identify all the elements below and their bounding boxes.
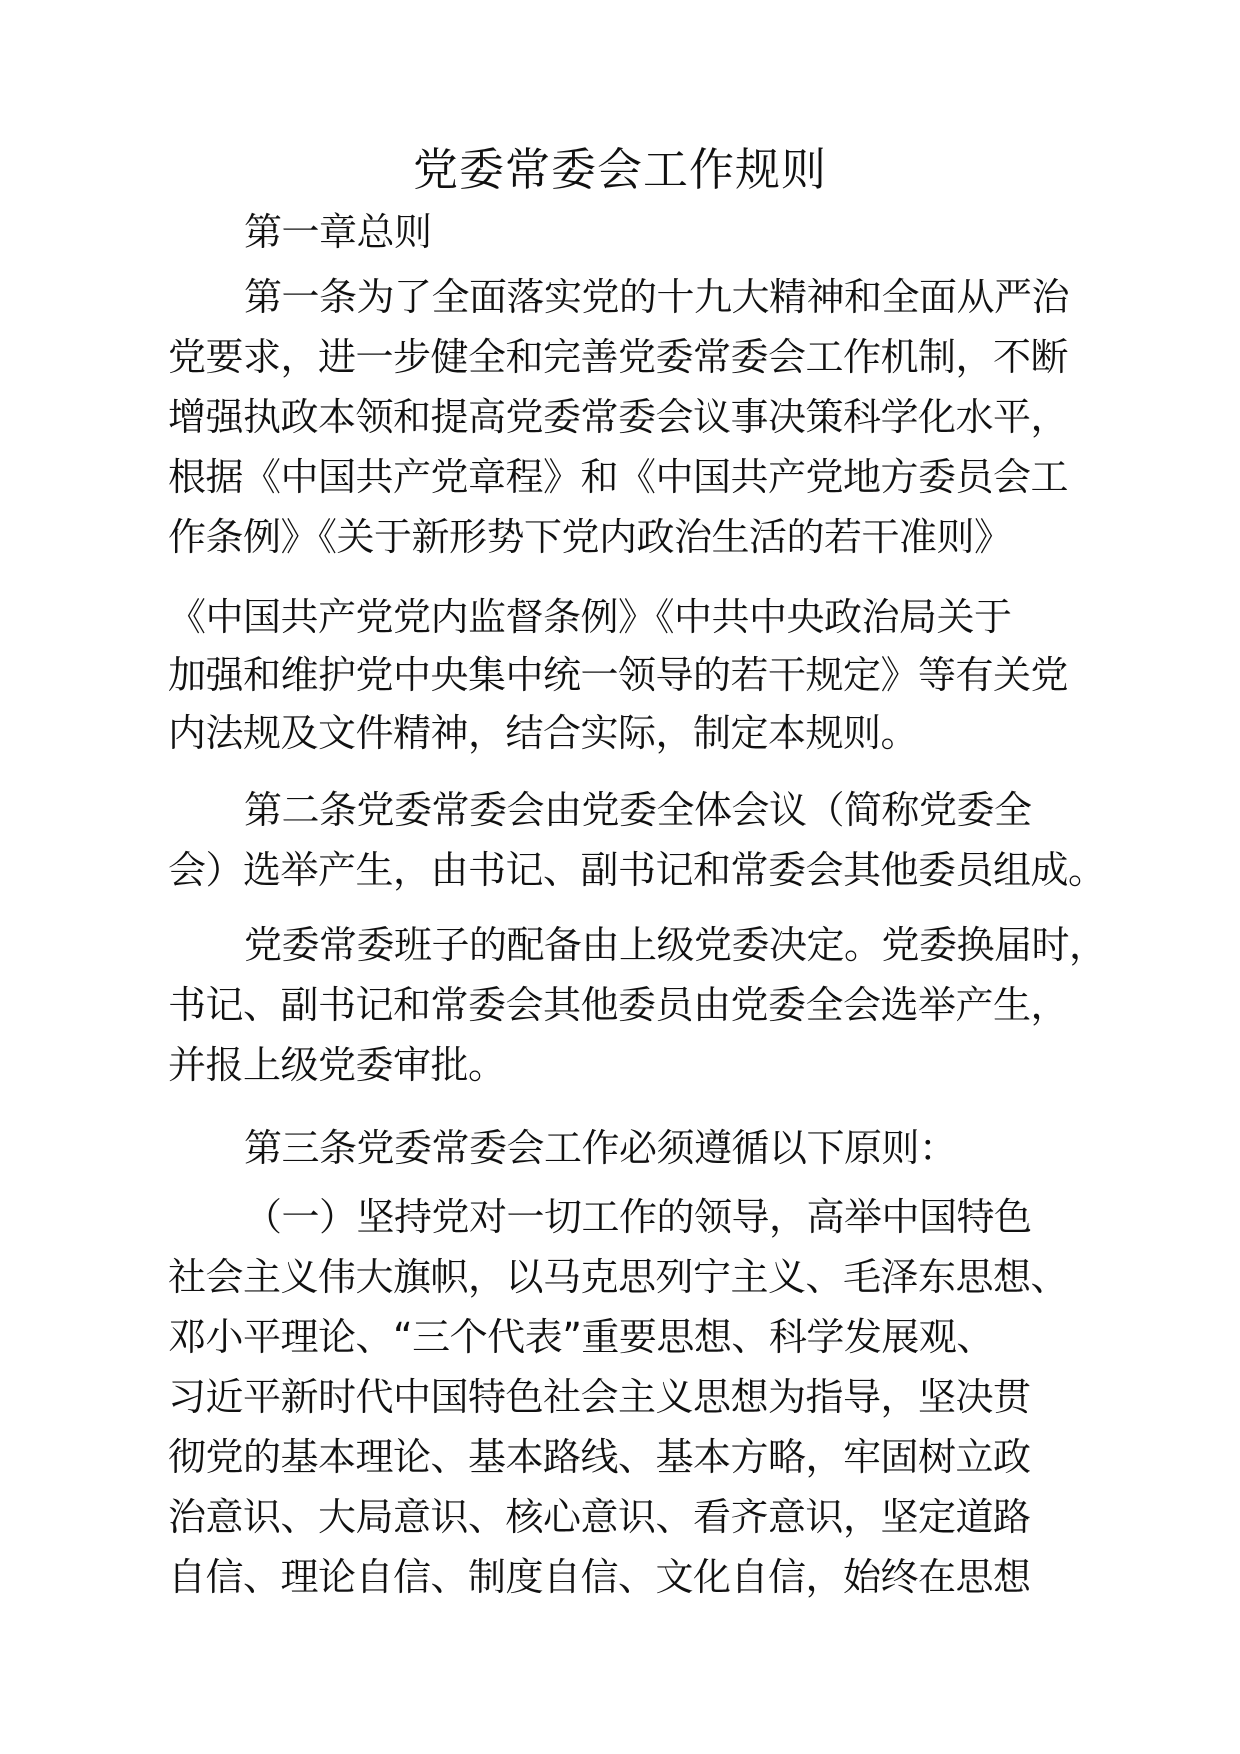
article-1-line-2: 党要求，进一步健全和完善党委常委会工作机制，不断 (168, 335, 1069, 379)
clause-1-line-4: 习近平新时代中国特色社会主义思想为指导，坚决贯 (168, 1375, 1031, 1419)
chapter-heading: 第一章总则 (244, 210, 432, 254)
paragraph-line-1: 党委常委班子的配备由上级党委决定。党委换届时， (244, 923, 1107, 967)
article-1-line-5: 作条例》《关于新形势下党内政治生活的若干准则》 (168, 515, 1012, 559)
clause-1-line-3: 邓小平理论、“三个代表”重要思想、科学发展观、 (168, 1315, 994, 1359)
clause-1-line-5: 彻党的基本理论、基本路线、基本方略，牢固树立政 (168, 1435, 1031, 1479)
article-1-line-6: 《中国共产党党内监督条例》《中共中央政治局关于 (168, 595, 1012, 639)
article-1-line-7: 加强和维护党中央集中统一领导的若干规定》等有关党 (168, 653, 1069, 697)
article-2-line-1: 第二条党委常委会由党委全体会议（简称党委全 (244, 788, 1032, 832)
article-1-line-4: 根据《中国共产党章程》和《中国共产党地方委员会工 (168, 455, 1069, 499)
document-title: 党委常委会工作规则 (412, 143, 827, 196)
article-1-line-8: 内法规及文件精神，结合实际，制定本规则。 (168, 711, 919, 755)
article-3-line-1: 第三条党委常委会工作必须遵循以下原则： (244, 1126, 957, 1170)
clause-1-line-6: 治意识、大局意识、核心意识、看齐意识，坚定道路 (168, 1495, 1031, 1539)
clause-1-line-1: （一）坚持党对一切工作的领导，高举中国特色 (244, 1195, 1032, 1239)
article-2-line-2: 会）选举产生，由书记、副书记和常委会其他委员组成。 (168, 848, 1106, 892)
article-1-line-3: 增强执政本领和提高党委常委会议事决策科学化水平， (168, 395, 1069, 439)
paragraph-line-2: 书记、副书记和常委会其他委员由党委全会选举产生， (168, 983, 1069, 1027)
clause-1-line-2: 社会主义伟大旗帜，以马克思列宁主义、毛泽东思想、 (168, 1255, 1069, 1299)
article-1-line-1: 第一条为了全面落实党的十九大精神和全面从严治 (244, 275, 1070, 319)
clause-1-line-7: 自信、理论自信、制度自信、文化自信，始终在思想 (168, 1555, 1031, 1599)
paragraph-line-3: 并报上级党委审批。 (168, 1043, 506, 1087)
